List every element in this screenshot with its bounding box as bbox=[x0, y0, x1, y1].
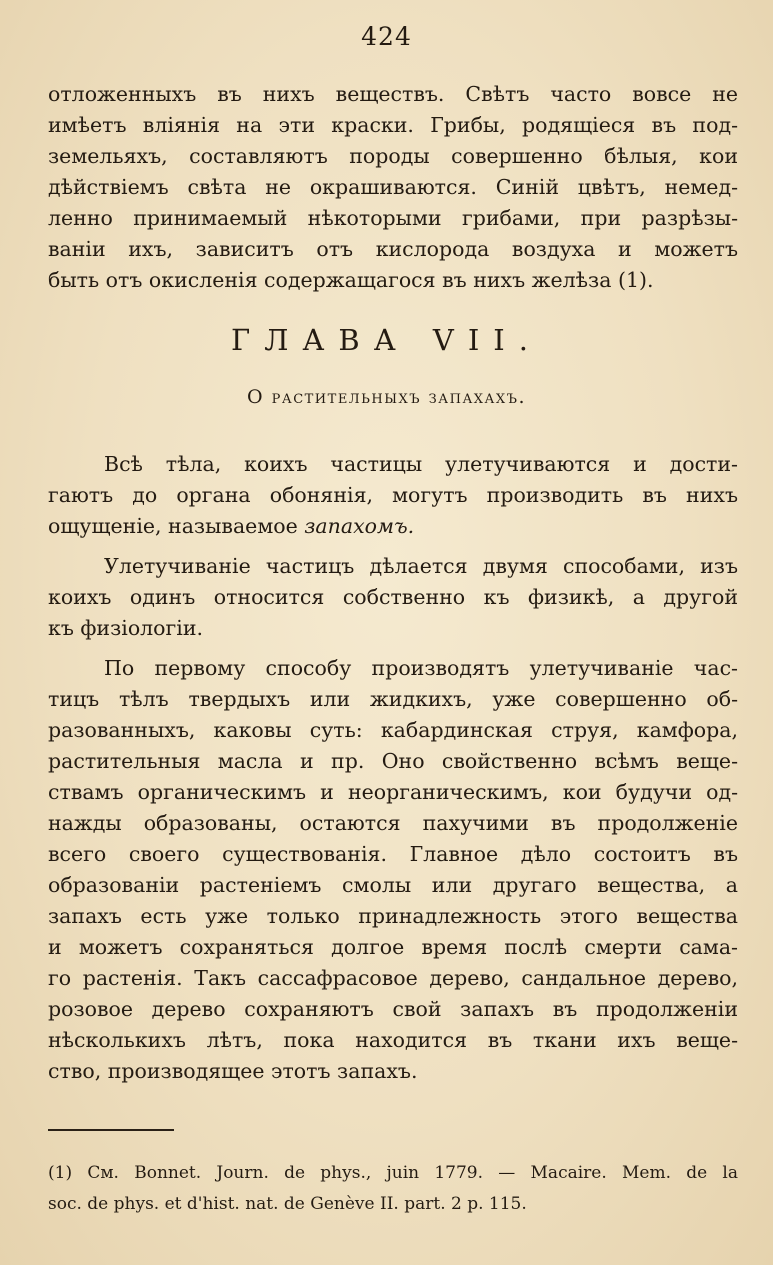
text-line: тицъ тѣлъ твердыхъ или жидкихъ, уже совершенно об- bbox=[48, 687, 738, 711]
text-line: земельяхъ, составляютъ породы совершенно бѣлыя, кои bbox=[48, 144, 738, 168]
text-line: всего своего существованія. Главное дѣло состоитъ въ bbox=[48, 842, 738, 866]
text-line: быть отъ окисленія содержащагося въ нихъ желѣза (1). bbox=[48, 268, 654, 292]
section-heading: О растительныхъ запахахъ. bbox=[246, 386, 527, 408]
text-line: имѣетъ вліянія на эти краски. Грибы, родящіеся въ под- bbox=[48, 113, 738, 137]
footnote-line: (1) См. Bonnet. Journ. de phys., juin 1779. — Macaire. Mem. de la bbox=[48, 1163, 738, 1183]
footnote bbox=[48, 1158, 738, 1220]
text-line: и можетъ сохраняться долгое время послѣ смерти сама- bbox=[48, 935, 738, 959]
text-line: розовое дерево сохраняютъ свой запахъ въ продолженіи bbox=[48, 997, 738, 1021]
text-line: ленно принимаемый нѣкоторыми грибами, при разрѣзы- bbox=[48, 206, 738, 230]
text-line: ствамъ органическимъ и неорганическимъ, кои будучи од- bbox=[48, 780, 738, 804]
paragraph-first-method bbox=[48, 653, 738, 1087]
text-line: къ физіологіи. bbox=[48, 616, 204, 640]
footnote-line: soc. de phys. et d'hist. nat. de Genève II. part. 2 p. 115. bbox=[48, 1194, 527, 1214]
text-line: гаютъ до органа обонянія, могутъ производить въ нихъ bbox=[48, 483, 738, 507]
text-line bbox=[48, 511, 738, 542]
text-line: По первому способу производятъ улетучиваніе час- bbox=[104, 656, 738, 680]
text-line: растительныя масла и пр. Оно свойственно всѣмъ веще- bbox=[48, 749, 738, 773]
text-line: разованныхъ, каковы суть: кабардинская струя, камфора, bbox=[48, 718, 738, 742]
paragraph-odors-definition bbox=[48, 449, 738, 542]
text-line: образованіи растеніемъ смолы или другаго вещества, а bbox=[48, 873, 738, 897]
text-line: ваніи ихъ, зависитъ отъ кислорода воздуха и можетъ bbox=[48, 237, 738, 261]
page-number: 424 bbox=[361, 22, 412, 51]
text-line: ство, производящее этотъ запахъ. bbox=[48, 1059, 418, 1083]
paragraph-volatilization-methods bbox=[48, 551, 738, 644]
text-line: коихъ одинъ относится собственно къ физикѣ, а другой bbox=[48, 585, 738, 609]
footnote-divider bbox=[48, 1129, 174, 1131]
text-line: дѣйствіемъ свѣта не окрашиваются. Синій цвѣтъ, немед- bbox=[48, 175, 738, 199]
text-line: нажды образованы, остаются пахучими въ продолженіе bbox=[48, 811, 738, 835]
text-line: го растенія. Такъ сассафрасовое дерево, сандальное дерево, bbox=[48, 966, 738, 990]
italic-term: запахомъ. bbox=[304, 514, 415, 538]
paragraph-continuation bbox=[48, 79, 738, 296]
text-line: запахъ есть уже только принадлежность этого вещества bbox=[48, 904, 738, 928]
chapter-heading: ГЛАВА VII. bbox=[231, 323, 542, 357]
text-line: Улетучиваніе частицъ дѣлается двумя способами, изъ bbox=[104, 554, 738, 578]
text-fragment: ощущеніе, называемое bbox=[48, 514, 305, 538]
text-line: отложенныхъ въ нихъ веществъ. Свѣтъ часто вовсе не bbox=[48, 82, 738, 106]
text-line: нѣсколькихъ лѣтъ, пока находится въ ткани ихъ веще- bbox=[48, 1028, 738, 1052]
text-line: Всѣ тѣла, коихъ частицы улетучиваются и дости- bbox=[104, 452, 738, 476]
